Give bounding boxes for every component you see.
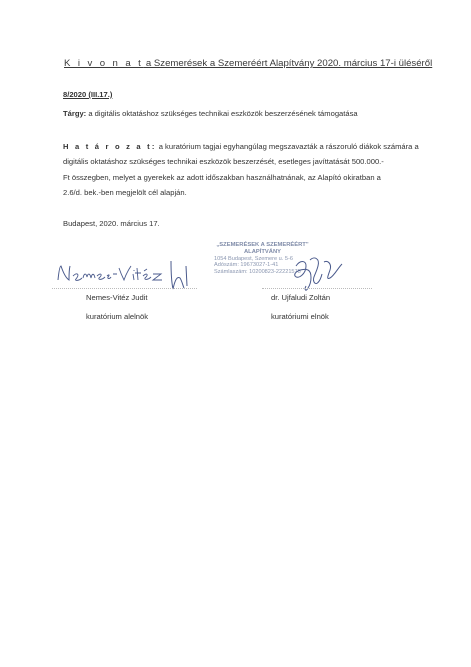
- resolution-number: 8/2020 (III.17.): [63, 90, 113, 99]
- right-signer-block: [271, 289, 330, 326]
- stamp-tax-number: Adószám: 19673027-1-41: [214, 262, 279, 269]
- place-and-date: Budapest, 2020. március 17.: [63, 219, 160, 228]
- right-signer-name: dr. Ujfaludi Zoltán: [271, 293, 331, 302]
- resolution-line-2: digitális oktatáshoz szükséges technikai eszközök beszerzését, esetleges javíttatását 500.000.-: [63, 157, 384, 167]
- resolution-line-4: 2.6/d. bek.-ben megjelölt cél alapján.: [63, 187, 187, 197]
- document-title-kivonat: K i v o n a t: [64, 58, 144, 69]
- left-signer-name: Nemes-Vitéz Judit: [86, 293, 148, 302]
- stamp-name-line-1: „SZEMERÉSEK A SZEMERÉÉRT": [216, 242, 309, 248]
- document-title-rest: a Szemerések a Szemeréért Alapítvány 2020. március 17-i üléséről: [143, 58, 433, 69]
- left-signer-role: kuratórium alelnök: [86, 311, 149, 321]
- stamp-address: 1054 Budapest, Szemere u. 5-6: [214, 255, 293, 262]
- stamp-account-number: Számlaszám: 10200823-22221575: [214, 269, 301, 276]
- resolution-line-1: [63, 139, 428, 154]
- left-handwritten-signature: [53, 256, 203, 292]
- resolution-label: H a t á r o z a t:: [63, 142, 157, 151]
- subject-text: a digitális oktatáshoz szükséges technikai eszközök beszerzésének támogatása: [86, 109, 358, 118]
- document-title: [64, 58, 432, 69]
- resolution-line-3: Ft összegben, melyet a gyerekek az adott időszakban használhatnának, az Alapító okiratban a: [63, 172, 381, 182]
- stamp-name-line-2: ALAPÍTVÁNY: [243, 248, 282, 255]
- left-signer-block: [86, 289, 148, 326]
- subject-label: Tárgy:: [63, 109, 87, 118]
- resolution-paragraph: [63, 139, 428, 200]
- resolution-text-1: a kuratórium tagjai egyhangúlag megszavazták a rászoruló diákok számára a: [156, 142, 419, 151]
- subject-line: [63, 109, 358, 118]
- right-signer-role: kuratóriumi elnök: [271, 311, 329, 321]
